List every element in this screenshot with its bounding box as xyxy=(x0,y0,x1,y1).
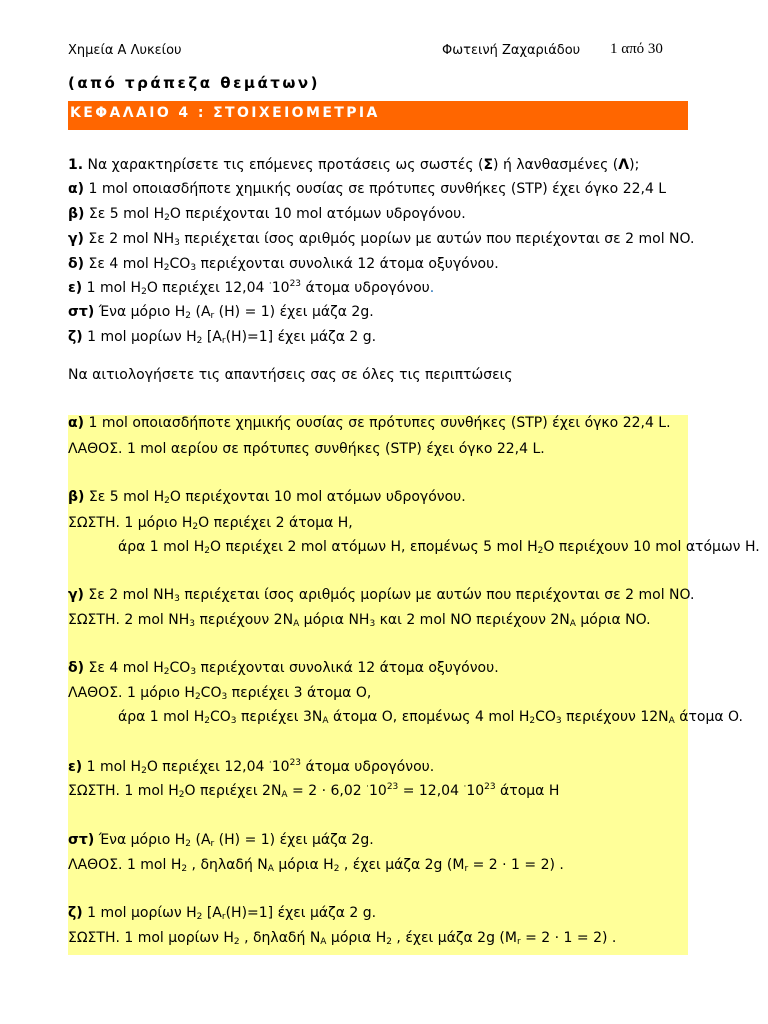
text: , έχει μάζα 2g (M xyxy=(339,857,465,873)
subscript: 3 xyxy=(230,716,237,726)
text: O περιέχει 12,04 xyxy=(146,280,269,296)
text: O περιέχουν 10 mol ατόμων H. xyxy=(543,539,760,555)
text: μόρια H xyxy=(273,857,334,873)
text: 1 mol μορίων H xyxy=(82,329,197,345)
text: CO xyxy=(535,709,556,725)
subscript: 3 xyxy=(221,692,228,702)
answer-d-solution xyxy=(68,685,371,702)
text: O περιέχει 12,04 xyxy=(146,759,269,775)
header-subject: Χημεία Α Λυκείου xyxy=(68,43,182,58)
dot: · xyxy=(268,279,272,289)
text: Σε 2 mol NH xyxy=(83,587,175,603)
answer-d-solution-2 xyxy=(118,709,743,726)
dot: · xyxy=(268,758,272,768)
header-page-number: 1 από 30 xyxy=(610,41,663,57)
label: γ) xyxy=(68,231,84,247)
superscript: 23 xyxy=(289,758,302,768)
text: 10 xyxy=(368,783,387,799)
subscript: 2 xyxy=(537,546,544,556)
text: (H) = 1) έχει μάζα 2g. xyxy=(214,304,374,320)
label: α) xyxy=(68,181,85,197)
subscript: 3 xyxy=(369,619,376,629)
text: CO xyxy=(169,256,191,272)
subscript: 3 xyxy=(190,263,197,273)
subscript: 2 xyxy=(192,522,199,532)
subscript: A xyxy=(267,864,274,874)
text: = 2 · 6,02 xyxy=(287,783,367,799)
subscript: 2 xyxy=(141,287,147,297)
text: μόρια NO. xyxy=(575,612,651,628)
text: Σε 5 mol H xyxy=(84,206,165,222)
text: O περιέχει 2N xyxy=(184,783,282,799)
text: (A xyxy=(191,304,211,320)
statement-z xyxy=(68,329,708,346)
text: περιέχονται συνολικά 12 άτομα οξυγόνου. xyxy=(196,256,499,272)
text: O περιέχει 2 mol ατόμων H, επομένως 5 mol H xyxy=(209,539,538,555)
label: α) xyxy=(68,415,85,431)
statement-st xyxy=(68,304,708,321)
text: , δηλαδή N xyxy=(187,857,268,873)
label: ε) xyxy=(68,759,83,775)
answer-z-statement xyxy=(68,905,376,922)
superscript: 23 xyxy=(289,279,302,289)
question-number: 1. xyxy=(68,157,84,173)
subscript: 2 xyxy=(163,263,170,273)
text: 1 mol οποιασδήποτε χημικής ουσίας σε πρότυπες συνθήκες (STP) έχει όγκο 22,4 L. xyxy=(84,415,671,431)
answer-st-statement xyxy=(68,832,374,849)
text: και 2 mol NO περιέχουν 2N xyxy=(375,612,570,628)
text: (H)=1] έχει μάζα 2 g. xyxy=(225,329,377,345)
text: μόρια NH xyxy=(299,612,370,628)
subscript: r xyxy=(210,839,215,849)
text: Σε 4 mol H xyxy=(84,256,164,272)
text: Σε 5 mol H xyxy=(84,489,165,505)
text: 10 xyxy=(466,783,485,799)
subscript: 2 xyxy=(164,496,170,506)
label: δ) xyxy=(68,660,85,676)
statement-b xyxy=(68,206,708,223)
text: άτομα υδρογόνου. xyxy=(301,759,435,775)
text: 1 mol H xyxy=(82,280,142,296)
text: μόρια H xyxy=(326,930,387,946)
text: [A xyxy=(202,905,222,921)
answer-d-statement xyxy=(68,660,499,677)
subscript: r xyxy=(221,336,226,346)
subscript: 2 xyxy=(204,716,210,726)
dot: · xyxy=(366,782,369,792)
subtitle: (από τράπεζα θεμάτων) xyxy=(68,74,320,92)
chapter-heading: ΚΕΦΑΛΑΙΟ 4 : ΣΤΟΙΧΕΙΟΜΕΤΡΙΑ xyxy=(68,101,688,130)
text: ΣΩΣΤΗ. 1 mol H xyxy=(68,783,179,799)
subscript: A xyxy=(320,937,327,947)
text: περιέχει 3 άτομα O, xyxy=(227,685,372,701)
question-intro-text-2: ) ή λανθασμένες ( xyxy=(493,157,619,173)
answer-a-statement xyxy=(68,415,671,431)
answer-st-solution xyxy=(68,857,564,874)
subscript: 2 xyxy=(196,336,203,346)
text: άτομα O, επομένως 4 mol H xyxy=(328,709,530,725)
text: 1 mol μορίων H xyxy=(82,905,197,921)
text: CO xyxy=(169,660,191,676)
subscript: A xyxy=(569,619,576,629)
label: ε) xyxy=(68,280,83,296)
question-intro-text-3: ); xyxy=(629,157,640,173)
subscript: 3 xyxy=(174,238,180,248)
answer-e-solution xyxy=(68,782,559,800)
subscript: 2 xyxy=(178,790,185,800)
subscript: 2 xyxy=(185,839,192,849)
label: ζ) xyxy=(68,329,83,345)
text: Ένα μόριο H xyxy=(94,832,186,848)
subscript: 3 xyxy=(174,594,180,604)
subscript: 2 xyxy=(181,864,188,874)
subscript: 2 xyxy=(204,546,210,556)
text: (H) = 1) έχει μάζα 2g. xyxy=(214,832,374,848)
text: = 2 · 1 = 2) . xyxy=(520,930,617,946)
answer-b-solution xyxy=(68,515,353,532)
text: Ένα μόριο H xyxy=(94,304,186,320)
text: άτομα O. xyxy=(674,709,743,725)
answer-b-statement xyxy=(68,489,466,506)
statement-d xyxy=(68,256,708,273)
subscript: 2 xyxy=(233,937,240,947)
text: CO xyxy=(200,685,222,701)
label: β) xyxy=(68,206,85,222)
text: περιέχεται ίσος αριθμός μορίων με αυτών που περιέχονται σε 2 mol NO. xyxy=(179,231,695,247)
text: (H)=1] έχει μάζα 2 g. xyxy=(225,905,377,921)
subscript: 2 xyxy=(386,937,392,947)
text: , δηλαδή N xyxy=(239,930,321,946)
subscript: r xyxy=(221,912,226,922)
subscript: 2 xyxy=(141,766,147,776)
label: στ) xyxy=(68,304,95,320)
text: O περιέχονται 10 mol ατόμων υδρογόνου. xyxy=(169,206,466,222)
label: ζ) xyxy=(68,905,83,921)
answers-block xyxy=(68,415,760,955)
subscript: r xyxy=(210,311,215,321)
dot: . xyxy=(429,280,435,296)
text: άτομα υδρογόνου xyxy=(301,280,430,296)
text: (A xyxy=(191,832,211,848)
text: , έχει μάζα 2g (M xyxy=(391,930,517,946)
justification-note: Να αιτιολογήσετε τις απαντήσεις σας σε όλες τις περιπτώσεις xyxy=(68,367,513,383)
text: = 12,04 xyxy=(398,783,464,799)
superscript: 23 xyxy=(386,782,399,792)
text: ΣΩΣΤΗ. 1 mol μορίων H xyxy=(68,930,234,946)
text: CO xyxy=(209,709,231,725)
text: O περιέχει 2 άτομα H, xyxy=(198,515,353,531)
subscript: A xyxy=(322,716,329,726)
letter-l: Λ xyxy=(618,157,630,173)
text: 10 xyxy=(271,280,290,296)
text: ΣΩΣΤΗ. 2 mol NH xyxy=(68,612,190,628)
question-intro-text: Να χαρακτηρίσετε τις επόμενες προτάσεις ως σωστές ( xyxy=(83,157,484,173)
subscript: A xyxy=(293,619,300,629)
subscript: 2 xyxy=(163,667,170,677)
statement-e xyxy=(68,279,708,297)
text: περιέχουν 12N xyxy=(561,709,669,725)
subscript: 3 xyxy=(190,667,197,677)
subscript: r xyxy=(516,937,521,947)
answer-e-statement xyxy=(68,758,434,776)
text: [A xyxy=(202,329,222,345)
text: ΛΑΘΟΣ. 1 mol H xyxy=(68,857,182,873)
subscript: 3 xyxy=(555,716,562,726)
label: γ) xyxy=(68,587,84,603)
subscript: A xyxy=(668,716,675,726)
text: ΛΑΘΟΣ. 1 μόριο H xyxy=(68,685,195,701)
text: άτομα H xyxy=(495,783,560,799)
answer-c-solution xyxy=(68,612,651,629)
text: άρα 1 mol H xyxy=(118,709,205,725)
subscript: 2 xyxy=(196,912,203,922)
answer-a-solution: ΛΑΘΟΣ. 1 mol αερίου σε πρότυπες συνθήκες (STP) έχει όγκο 22,4 L. xyxy=(68,441,545,457)
text: 1 mol οποιασδήποτε χημικής ουσίας σε πρότυπες συνθήκες (STP) έχει όγκο 22,4 L xyxy=(84,181,667,197)
dot: · xyxy=(463,782,467,792)
statement-c xyxy=(68,231,708,248)
subscript: 2 xyxy=(194,692,201,702)
text: ΣΩΣΤΗ. 1 μόριο H xyxy=(68,515,193,531)
answer-z-solution xyxy=(68,930,616,947)
text: = 2 · 1 = 2) . xyxy=(468,857,564,873)
answer-b-solution-2 xyxy=(118,539,760,556)
text: περιέχεται ίσος αριθμός μορίων με αυτών που περιέχονται σε 2 mol NO. xyxy=(179,587,695,603)
subscript: 2 xyxy=(529,716,536,726)
text: 1 mol H xyxy=(82,759,142,775)
text: 10 xyxy=(271,759,290,775)
letter-s: Σ xyxy=(483,157,494,173)
subscript: A xyxy=(281,790,288,800)
text: Σε 2 mol NH xyxy=(83,231,175,247)
question-intro xyxy=(68,157,708,173)
subscript: 2 xyxy=(185,311,192,321)
header-author: Φωτεινή Ζαχαριάδου xyxy=(442,43,581,58)
subscript: r xyxy=(464,864,469,874)
label: β) xyxy=(68,489,85,505)
text: Σε 4 mol H xyxy=(84,660,164,676)
answer-c-statement xyxy=(68,587,694,604)
superscript: 23 xyxy=(484,782,496,792)
text: περιέχει 3N xyxy=(236,709,323,725)
subscript: 3 xyxy=(189,619,196,629)
text: O περιέχονται 10 mol ατόμων υδρογόνου. xyxy=(169,489,466,505)
label: στ) xyxy=(68,832,95,848)
text: άρα 1 mol H xyxy=(118,539,205,555)
statement-a xyxy=(68,181,708,197)
text: περιέχουν 2N xyxy=(195,612,294,628)
subscript: 2 xyxy=(333,864,340,874)
subscript: 2 xyxy=(164,213,170,223)
label: δ) xyxy=(68,256,85,272)
text: περιέχονται συνολικά 12 άτομα οξυγόνου. xyxy=(196,660,499,676)
